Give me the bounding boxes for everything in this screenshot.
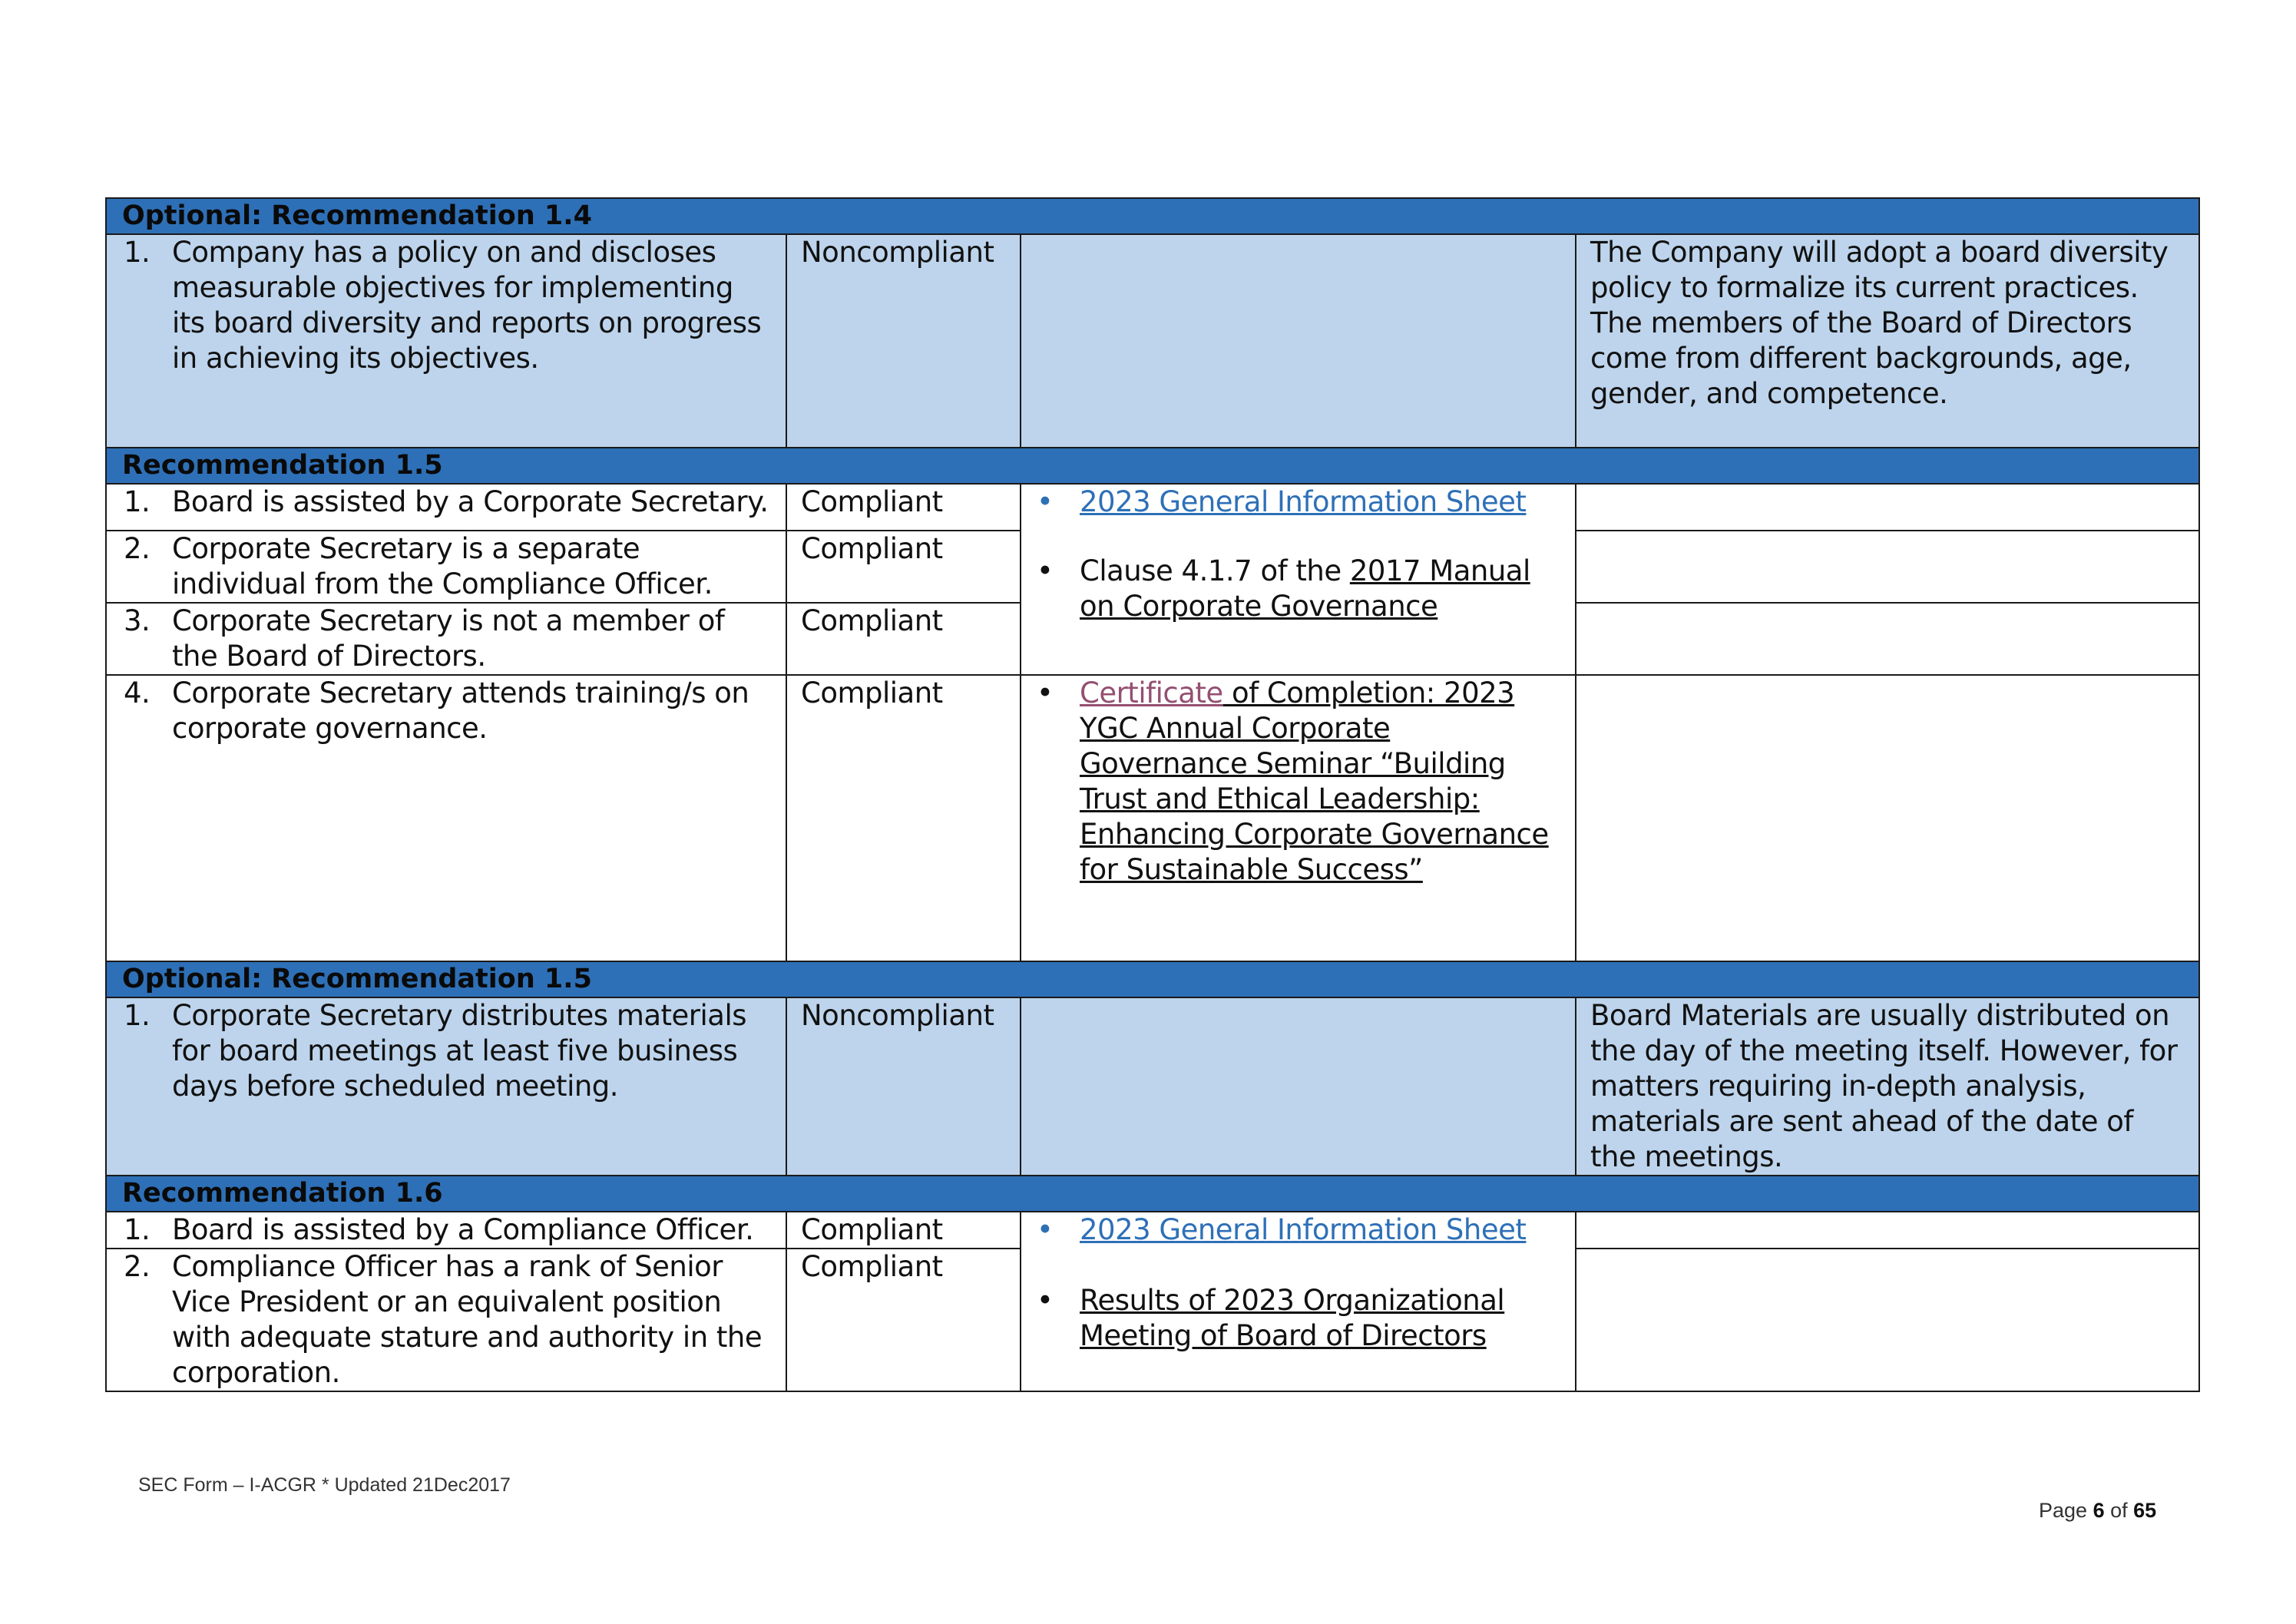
status-cell <box>786 484 1021 531</box>
bullet-icon: • <box>1037 1213 1054 1246</box>
status-cell <box>786 603 1021 675</box>
recommendation-cell <box>106 997 786 1176</box>
status-cell <box>786 1249 1021 1391</box>
evidence-cell <box>1021 484 1576 531</box>
status-text: Compliant <box>801 604 943 637</box>
page-number: Page 6 of 65 <box>2039 1499 2157 1522</box>
item-text: Corporate Secretary is a separate individual from the Compliance Officer. <box>172 532 713 600</box>
item-text: Corporate Secretary is not a member of the Board of Directors. <box>172 604 725 673</box>
evidence-cell <box>1021 675 1576 961</box>
status-text: Compliant <box>801 485 943 518</box>
recommendation-cell <box>106 675 786 961</box>
section-heading: Recommendation 1.5 <box>106 448 2199 484</box>
status-text: Noncompliant <box>801 999 994 1032</box>
certificate-evidence <box>1080 676 1561 888</box>
bullet-icon: • <box>1037 554 1054 587</box>
bullet-icon: • <box>1037 676 1054 709</box>
status-cell <box>786 997 1021 1176</box>
explanation-cell <box>1576 484 2199 531</box>
item-number: 1. <box>124 236 151 269</box>
status-cell <box>786 1212 1021 1249</box>
item-number: 2. <box>124 1250 151 1283</box>
seminar-completion-link[interactable]: of Completion: 2023 YGC Annual Corporate Governance Seminar “Building Trust and Ethical Leadership: Enhancing Corporate Governance for Sustainable Success” <box>1080 676 1549 886</box>
manual-on-corporate-governance-link[interactable]: 2017 Manual on Corporate Governance <box>1080 554 1530 623</box>
section-heading: Recommendation 1.6 <box>106 1176 2199 1212</box>
bullet-icon: • <box>1037 485 1054 518</box>
status-text: Compliant <box>801 1213 943 1246</box>
recommendation-cell <box>106 603 786 675</box>
item-number: 1. <box>124 999 151 1032</box>
item-text: Board is assisted by a Compliance Officer. <box>172 1213 754 1246</box>
item-text: Company has a policy on and discloses measurable objectives for implementing its board diversity and reports on progress in achieving its objectives. <box>172 236 762 375</box>
item-text: Corporate Secretary distributes materials for board meetings at least five business days before scheduled meeting. <box>172 999 747 1103</box>
status-cell <box>786 675 1021 961</box>
status-text: Compliant <box>801 532 943 565</box>
explanation-text: The Company will adopt a board diversity policy to formalize its current practices. The members of the Board of Directors come from different backgrounds, age, gender, and competence. <box>1590 236 2169 410</box>
section-heading: Optional: Recommendation 1.4 <box>106 198 2199 234</box>
bullet-icon: • <box>1037 1284 1054 1317</box>
certificate-link[interactable]: Certificate <box>1080 676 1223 709</box>
recommendation-cell <box>106 1212 786 1249</box>
general-information-sheet-link[interactable]: 2023 General Information Sheet <box>1080 1213 1527 1246</box>
explanation-cell <box>1576 531 2199 603</box>
general-information-sheet-link[interactable]: 2023 General Information Sheet <box>1080 485 1527 518</box>
recommendation-cell <box>106 1249 786 1391</box>
recommendation-cell <box>106 234 786 448</box>
status-cell <box>786 531 1021 603</box>
explanation-cell <box>1576 234 2199 448</box>
explanation-cell <box>1576 675 2199 961</box>
status-text: Compliant <box>801 1250 943 1283</box>
item-text: Corporate Secretary attends training/s on corporate governance. <box>172 676 749 745</box>
evidence-cell <box>1021 1212 1576 1391</box>
footer-form-label: SEC Form – I-ACGR * Updated 21Dec2017 <box>138 1474 511 1496</box>
explanation-cell <box>1576 1249 2199 1391</box>
item-number: 1. <box>124 1213 151 1246</box>
status-cell <box>786 234 1021 448</box>
status-text: Compliant <box>801 676 943 709</box>
explanation-cell <box>1576 997 2199 1176</box>
evidence-cell <box>1021 531 1576 675</box>
manual-clause-evidence: Clause 4.1.7 of the 2017 Manual on Corporate Governance <box>1080 554 1530 623</box>
explanation-cell <box>1576 603 2199 675</box>
section-heading: Optional: Recommendation 1.5 <box>106 961 2199 997</box>
item-number: 1. <box>124 485 151 518</box>
item-number: 2. <box>124 532 151 565</box>
explanation-text: Board Materials are usually distributed on the day of the meeting itself. However, for matters requiring in-depth analysis, materials are sent ahead of the date of the meetings. <box>1590 999 2178 1173</box>
recommendations-table <box>105 197 2200 1392</box>
recommendation-cell <box>106 484 786 531</box>
item-number: 3. <box>124 604 151 637</box>
evidence-cell <box>1021 234 1576 448</box>
item-number: 4. <box>124 676 151 709</box>
explanation-cell <box>1576 1212 2199 1249</box>
item-text: Board is assisted by a Corporate Secretary. <box>172 485 769 518</box>
item-text: Compliance Officer has a rank of Senior Vice President or an equivalent position with adequate stature and authority in the corporation. <box>172 1250 763 1389</box>
status-text: Noncompliant <box>801 236 994 269</box>
recommendation-cell <box>106 531 786 603</box>
evidence-cell <box>1021 997 1576 1176</box>
organizational-meeting-results-link[interactable]: Results of 2023 Organizational Meeting of Board of Directors <box>1080 1284 1505 1352</box>
